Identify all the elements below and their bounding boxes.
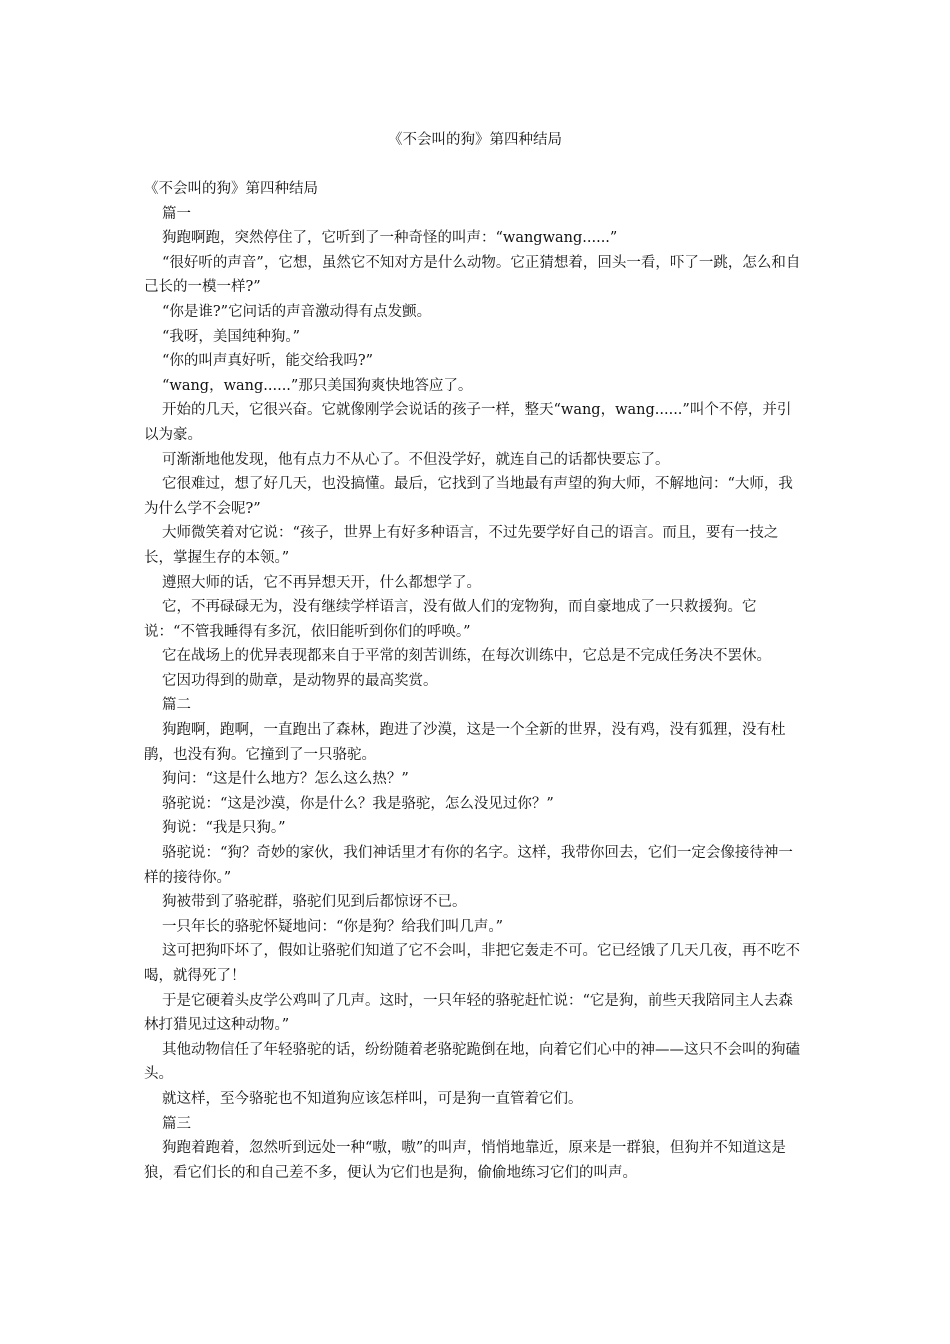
document-body: [144, 177, 804, 1185]
document-title: 《不会叫的狗》第四种结局: [388, 132, 562, 148]
paragraph: 遵照大师的话，它不再异想天开，什么都想学了。: [162, 574, 481, 591]
paragraph: 开始的几天，它很兴奋。它就像刚学会说话的孩子一样，整天“wang，wang......”叫个不停，并引以为豪。: [144, 402, 792, 443]
paragraph: 这可把狗吓坏了，假如让骆驼们知道了它不会叫，非把它轰走不可。它已经饿了几天几夜，再不吃不喝，就得死了！: [144, 943, 800, 984]
paragraph: 《不会叫的狗》第四种结局: [144, 181, 318, 197]
paragraph: 大师微笑着对它说：“孩子，世界上有好多种语言，不过先要学好自己的语言。而且，要有一技之长，掌握生存的本领。”: [144, 525, 779, 566]
paragraph: 它，不再碌碌无为，没有继续学样语言，没有做人们的宠物狗，而自豪地成了一只救援狗。它说：“不管我睡得有多沉，依旧能听到你们的呼唤。”: [144, 599, 757, 640]
paragraph: 可渐渐地他发现，他有点力不从心了。不但没学好，就连自己的话都快要忘了。: [162, 451, 670, 468]
paragraph: 骆驼说：“狗？奇妙的家伙，我们神话里才有你的名字。这样，我带你回去，它们一定会像接待神一样的接待你。”: [144, 845, 793, 886]
paragraph: “我呀，美国纯种狗。”: [162, 328, 301, 345]
paragraph: 骆驼说：“这是沙漠，你是什么？我是骆驼，怎么没见过你？”: [162, 795, 554, 812]
paragraph: 狗跑啊跑，突然停住了，它听到了一种奇怪的叫声：“wangwang......”: [162, 230, 618, 247]
paragraph: 狗跑啊，跑啊，一直跑出了森林，跑进了沙漠，这是一个全新的世界，没有鸡，没有狐狸，没有杜鹃，也没有狗。它撞到了一只骆驼。: [144, 722, 786, 763]
paragraph: “你是谁?”它问话的声音激动得有点发颤。: [162, 303, 432, 320]
paragraph: 它在战场上的优异表现都来自于平常的刻苦训练，在每次训练中，它总是不完成任务决不罢休。: [162, 648, 771, 665]
paragraph: “wang，wang......”那只美国狗爽快地答应了。: [162, 377, 473, 394]
paragraph: 狗问：“这是什么地方？怎么这么热？”: [162, 771, 409, 788]
paragraph: “你的叫声真好听，能交给我吗?”: [162, 353, 374, 370]
paragraph: 它很难过，想了好几天，也没搞懂。最后，它找到了当地最有声望的狗大师，不解地问：“大师，我为什么学不会呢?”: [144, 476, 793, 517]
paragraph: 篇二: [162, 697, 191, 714]
paragraph: 于是它硬着头皮学公鸡叫了几声。这时，一只年轻的骆驼赶忙说：“它是狗，前些天我陪同主人去森林打猎见过这种动物。”: [144, 992, 793, 1034]
paragraph: 它因功得到的勋章，是动物界的最高奖赏。: [162, 672, 438, 689]
paragraph: 其他动物信任了年轻骆驼的话，纷纷随着老骆驼跪倒在地，向着它们心中的神——这只不会叫的狗磕头。: [144, 1041, 800, 1083]
paragraph: 篇三: [162, 1115, 191, 1132]
paragraph: “很好听的声音”，它想，虽然它不知对方是什么动物。它正猜想着，回头一看，吓了一跳，怎么和自己长的一模一样?”: [144, 254, 801, 296]
paragraph: 就这样，至今骆驼也不知道狗应该怎样叫，可是狗一直管着它们。: [162, 1090, 583, 1107]
paragraph: 狗说：“我是只狗。”: [162, 820, 286, 837]
paragraph: 一只年长的骆驼怀疑地问：“你是狗？给我们叫几声。”: [162, 918, 504, 935]
paragraph: 狗被带到了骆驼群，骆驼们见到后都惊讶不已。: [162, 894, 467, 911]
paragraph: 篇一: [162, 205, 191, 222]
paragraph: 狗跑着跑着，忽然听到远处一种“嗷，嗷”的叫声，悄悄地靠近，原来是一群狼，但狗并不知道这是狼，看它们长的和自己差不多，便认为它们也是狗，偷偷地练习它们的叫声。: [144, 1140, 786, 1181]
